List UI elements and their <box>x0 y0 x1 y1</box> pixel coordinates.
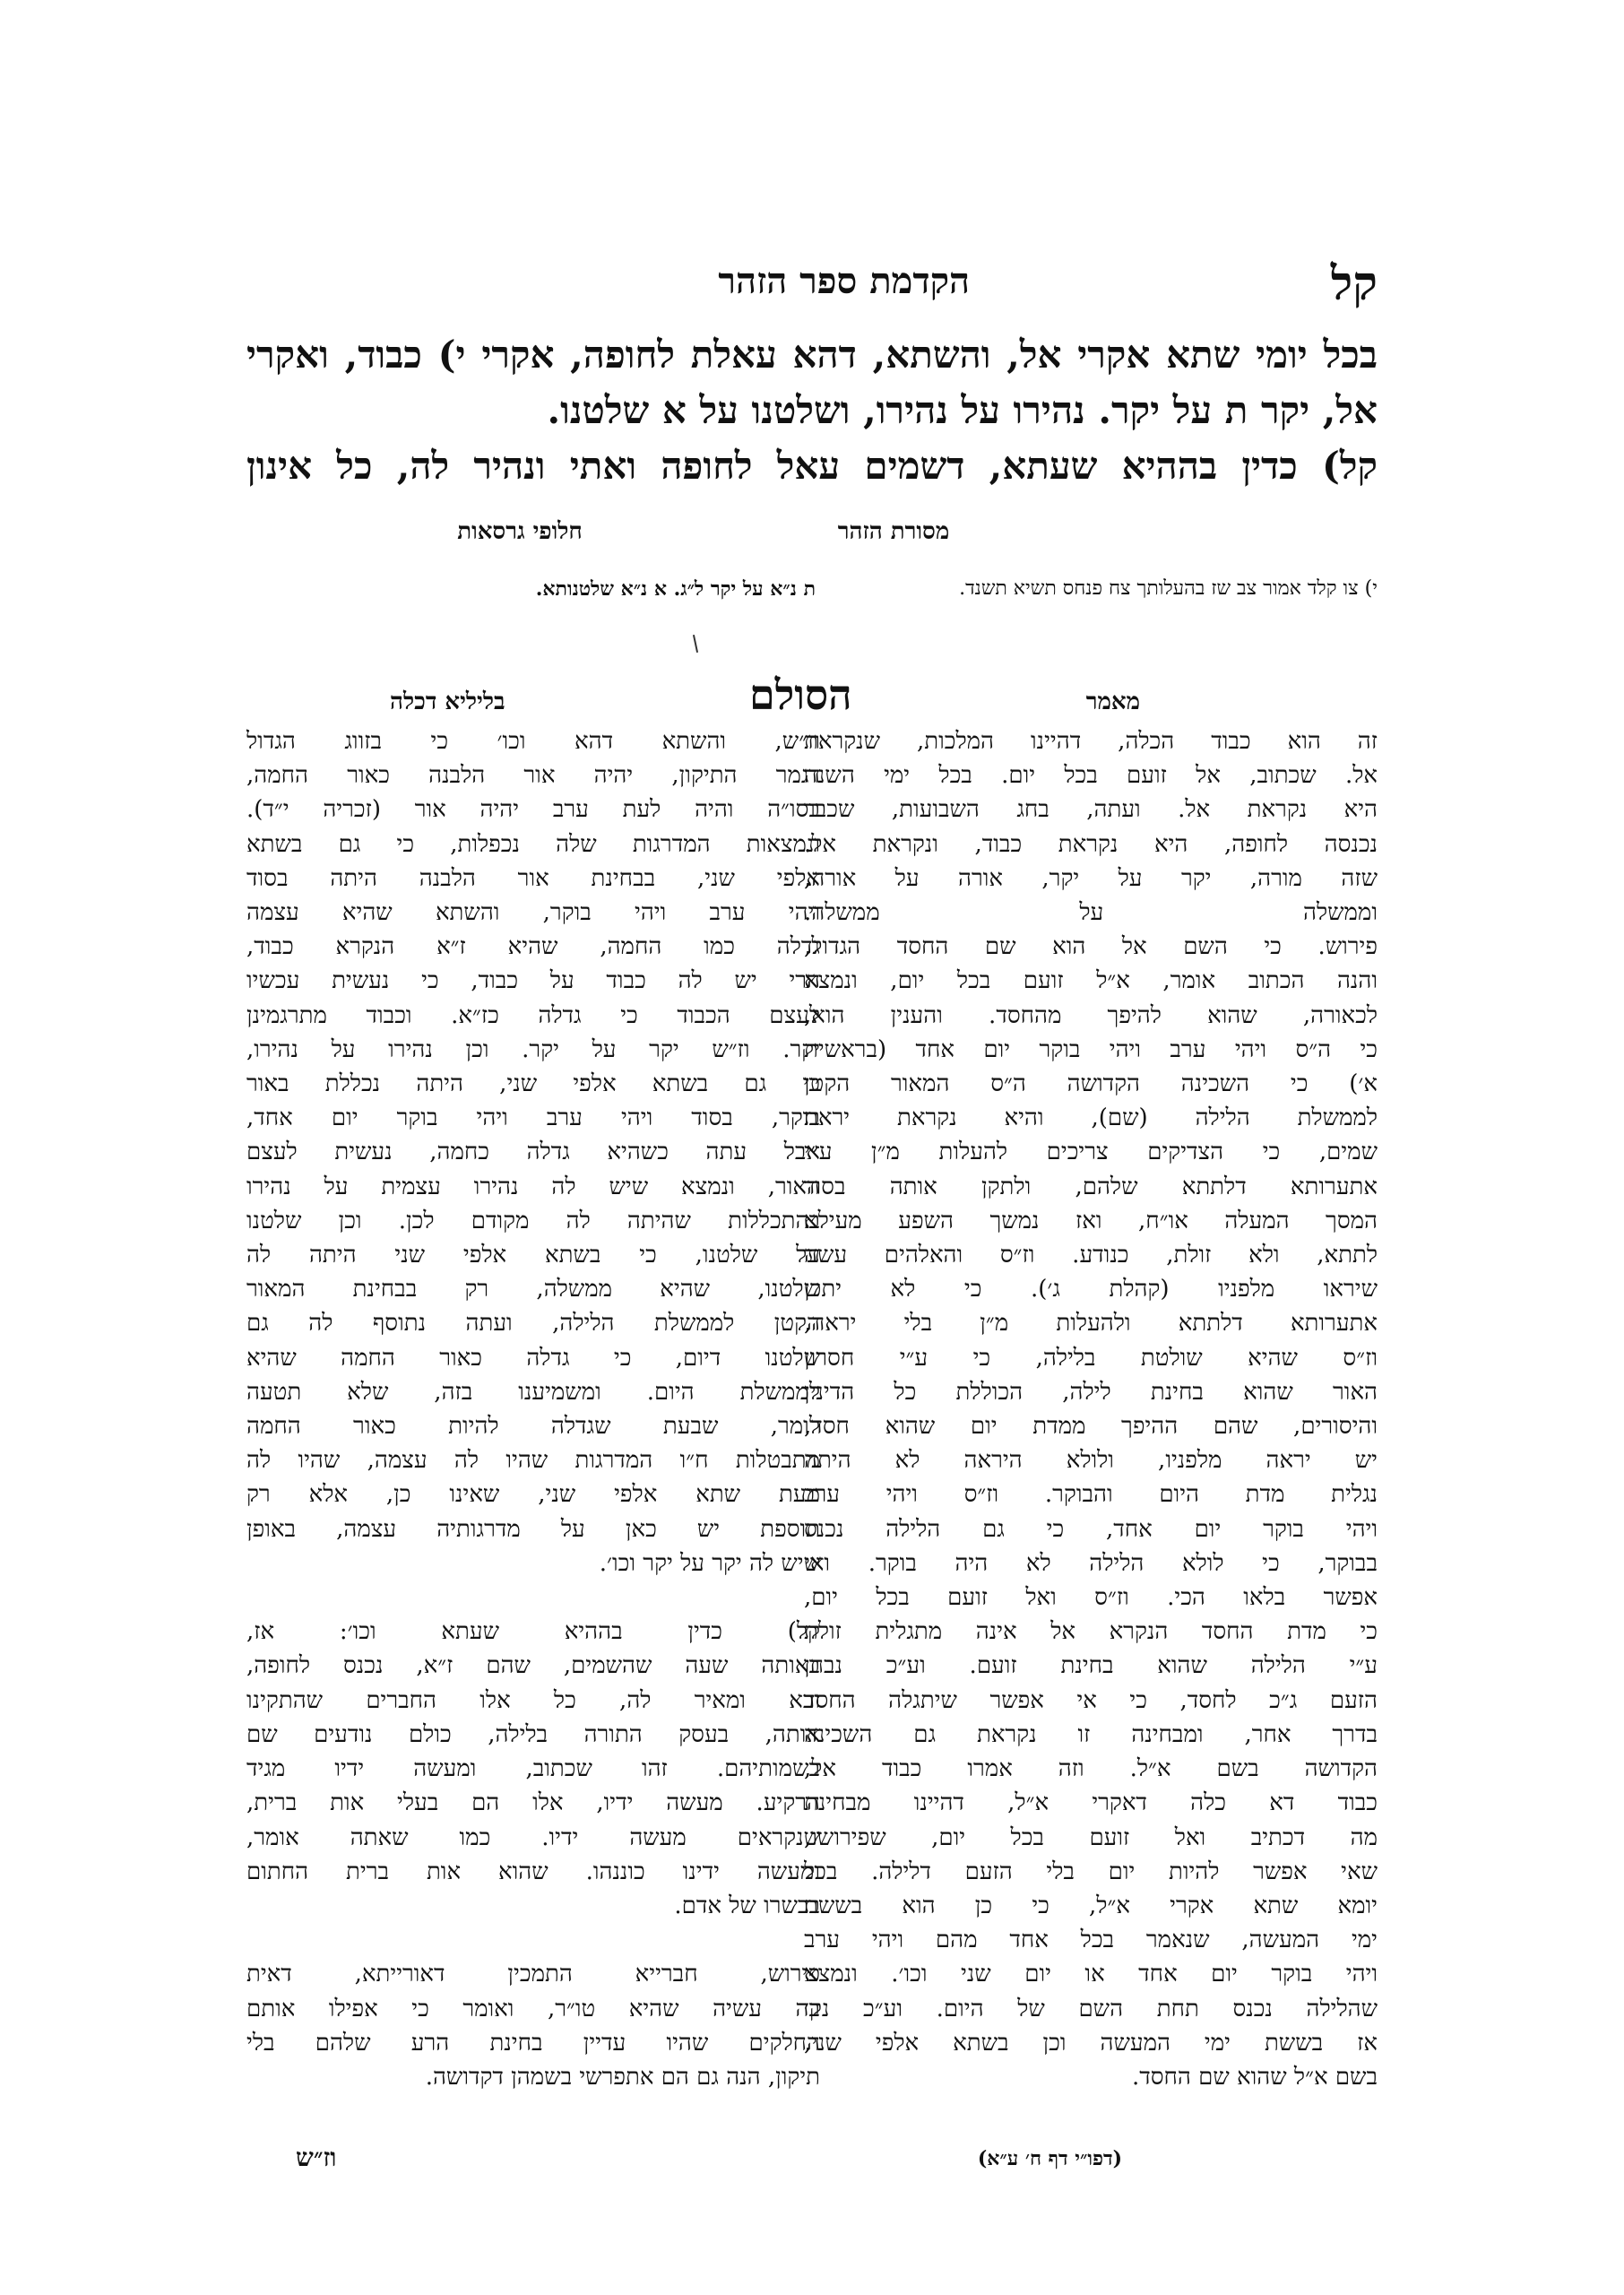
commentary-line: אתערותא דלתתא שלהם, ולתקן אותה בסוד <box>804 1173 1378 1200</box>
commentary-line: על שלטנו, כי בשתא אלפי שני היתה לה <box>246 1242 820 1269</box>
commentary-line: בבשרו של אדם. <box>674 1892 820 1919</box>
commentary-line: מה דכתיב ואל זועם בכל יום, שפירושו, <box>804 1823 1378 1851</box>
commentary-line: הרי יש לה כבוד על כבוד, כי נעשית עכשיו <box>246 967 820 995</box>
commentary-line: לעצם הכבוד כי גדלה כז״א. וכבוד מתרגמינן <box>246 1001 820 1029</box>
commentary-line: שאי אפשר להיות יום בלי הזעם דלילה. בכל <box>804 1858 1378 1885</box>
commentary-line: הקדושה בשם א״ל. וזה אמרו כבוד אל, <box>804 1755 1378 1783</box>
commentary-line: שלטנו, שהיא ממשלה, רק בבחינת המאור <box>246 1276 820 1303</box>
catchword: וז״ש <box>296 2143 337 2172</box>
commentary-line: פירוש. כי השם אל הוא שם החסד הגדול, <box>804 933 1378 961</box>
zohar-line: קל) כדין בההיא שעתא, דשמים עאל לחופה ואתי ונהיר לה, כל אינון <box>246 444 1378 488</box>
commentary-line: כבוד דא כלה דאקרי א״ל, דהיינו מבחינת <box>804 1789 1378 1817</box>
zohar-line: אל, יקר ת על יקר. נהירו על נהירו, ושלטנו על א שלטנו. <box>547 388 1378 432</box>
chilufei-girsaot-heading: חלופי גרסאות <box>457 518 583 545</box>
commentary-line: לומר, שבעת שגדלה להיות כאור החמה <box>246 1413 820 1441</box>
commentary-line: נכנסה לחופה, היא נקראת כבוד, ונקראת אל. <box>804 830 1378 858</box>
commentary-line: קל) כדין בההיא שעתא וכו׳: אז, <box>246 1618 820 1646</box>
commentary-line: ונמצאות המדרגות שלה נכפלות, כי גם בשתא <box>246 830 820 858</box>
commentary-line: שמים, כי הצדיקים צריכים להעלות מ״ן ע״י <box>804 1139 1378 1166</box>
sulam-commentary-left-column <box>246 724 820 2094</box>
commentary-line: בה עשיה שהיא טו״ר, ואומר כי אפילו אותם <box>246 1995 820 2022</box>
commentary-line: ויהי ערב ויהי בוקר, והשתא שהיא עצמה <box>246 899 820 927</box>
sulam-title: הסולם <box>749 671 852 719</box>
commentary-line: הקטן לממשלת הלילה, ועתה נתוסף לה גם <box>246 1310 820 1338</box>
commentary-line: יומא שתא אקרי א״ל, כי כן הוא בששת <box>804 1892 1378 1919</box>
commentary-line: בהתכללות שהיתה לה מקודם לכן. וכן שלטנו <box>246 1207 820 1234</box>
commentary-line: מעת שתא אלפי שני, שאינו כן, אלא רק <box>246 1481 820 1509</box>
commentary-line: לתתא, ולא זולת, כנודע. וז״ס והאלהים עשה <box>804 1242 1378 1269</box>
commentary-line: שלטנו דיום, כי גדלה כאור החמה שהיא <box>246 1344 820 1372</box>
commentary-line: וז״ש, והשתא דהא וכו׳ כי בזווג הגדול <box>246 728 820 755</box>
commentary-line: אתערותא דלתתא ולהעלות מ״ן בלי יראה, <box>804 1310 1378 1338</box>
commentary-line: אל. שכתוב, אל זועם בכל יום. בכל ימי השנה <box>804 762 1378 790</box>
commentary-line: יקר. וז״ש יקר על יקר. וכן נהירו על נהירו, <box>246 1035 820 1063</box>
commentary-line: שהלילה נכנס תחת השם של היום. וע״כ נק׳ <box>804 1995 1378 2022</box>
paragraph-spacer <box>246 1581 820 1615</box>
commentary-line: והנה הכתוב אומר, א״ל זועם בכל יום, ונמצא <box>804 967 1378 995</box>
commentary-line: ובא ומאיר לה, כל אלו החברים שהתקינו <box>246 1686 820 1714</box>
commentary-line: שיש לה יקר על יקר וכו׳. <box>599 1549 820 1577</box>
commentary-line: מתבטלות ח״ו המדרגות שהיו לה עצמה, שהיו לה <box>246 1447 820 1475</box>
commentary-line: גדלה כמו החמה, שהיא ז״א הנקרא כבוד, <box>246 933 820 961</box>
maamar-label: מאמר <box>1085 688 1140 715</box>
commentary-line: א׳) כי השכינה הקדושה ה״ס המאור הקטן <box>804 1070 1378 1098</box>
commentary-line: ויהי בוקר יום אחד או יום שני וכו׳. ונמצא <box>804 1961 1378 1988</box>
commentary-line: אפשר בלאו הכי. וז״ס ואל זועם בכל יום, <box>804 1584 1378 1612</box>
zohar-line: בכל יומי שתא אקרי אל, והשתא, דהא עאלת לחופה, אקרי י) כבוד, ואקרי <box>246 333 1378 377</box>
commentary-line: שנקראים מעשה ידיו. כמו שאתה אומר, <box>246 1823 820 1851</box>
commentary-line: כי ה״ס ויהי ערב ויהי בוקר יום אחד (בראשית <box>804 1035 1378 1063</box>
book-title: הקדמת ספר הזהר <box>718 260 970 302</box>
masoret-hazohar-heading: מסורת הזהר <box>837 518 950 545</box>
commentary-line: כי גם בשתא אלפי שני, היתה נכללת באור <box>246 1070 820 1098</box>
commentary-line: הזעם ג״כ לחסד, כי אי אפשר שיתגלה החסד <box>804 1686 1378 1714</box>
commentary-line: זה הוא כבוד הכלה, דהיינו המלכות, שנקראת <box>804 728 1378 755</box>
commentary-line: אלפי שני, בבחינת אור הלבנה היתה בסוד <box>246 864 820 892</box>
commentary-line: בבוקר, כי לולא הלילה לא היה בוקר. ואי <box>804 1549 1378 1577</box>
page-number: קל <box>1330 256 1378 311</box>
commentary-line: אבל עתה כשהיא גדלה כחמה, נעשית לעצם <box>246 1139 820 1166</box>
commentary-line: והיסורים, שהם ההיפך ממדת יום שהוא חסד, <box>804 1413 1378 1441</box>
commentary-line: וז״ס שהיא שולטת בלילה, כי ע״י חסרון <box>804 1344 1378 1372</box>
commentary-line: לכאורה, שהוא להיפך מהחסד. והענין הוא, <box>804 1001 1378 1029</box>
commentary-line: נגלית מדת היום והבוקר. וז״ס ויהי ערב <box>804 1481 1378 1509</box>
commentary-line: כי מדת החסד הנקרא אל אינה מתגלית זולת <box>804 1618 1378 1646</box>
commentary-line: אותה, בעסק התורה בלילה, כולם נודעים שם <box>246 1720 820 1748</box>
paragraph-spacer <box>246 1923 820 1957</box>
commentary-line: באותה שעה שהשמים, שהם ז״א, נכנס לחופה, <box>246 1652 820 1680</box>
stray-mark <box>693 635 698 653</box>
edition-page-reference: (דפו״י דף ח׳ ע״א) <box>977 2147 1122 2170</box>
maamar-name: בליליא דכלה <box>390 688 505 715</box>
masoret-hazohar-note: י) צו קלד אמור צב שז בהעלותך צח פנחס תשיא תשנד. <box>959 577 1378 600</box>
commentary-line: לממשלת הלילה (שם), והיא נקראת יראת <box>804 1104 1378 1132</box>
commentary-line: האור שהוא בחינת לילה, הכוללת כל הדינין <box>804 1378 1378 1406</box>
commentary-line: ומעשה ידינו כוננהו. שהוא אות ברית החתום <box>246 1858 820 1885</box>
commentary-line: יש יראה מלפניו, ולולא היראה לא היתה <box>804 1447 1378 1475</box>
chilufei-girsaot-note: ת נ״א על יקר ל״ג. א נ״א שלטנותא. <box>535 577 816 601</box>
commentary-line: בשם א״ל שהוא שם החסד. <box>1131 2063 1378 2091</box>
commentary-line: שיראו מלפניו (קהלת ג׳). כי לא יתכן <box>804 1276 1378 1303</box>
commentary-line: המסך המעלה או״ח, ואז נמשך השפע מעילא <box>804 1207 1378 1234</box>
commentary-line: ימי המעשה, שנאמר בכל אחד מהם ויהי ערב <box>804 1927 1378 1954</box>
commentary-line: ע״י הלילה שהוא בחינת זועם. וע״כ נבחן <box>804 1652 1378 1680</box>
commentary-line: לממשלת היום. ומשמיענו בזה, שלא תטעה <box>246 1378 820 1406</box>
commentary-line: היא נקראת אל. ועתה, בחג השבועות, שכבר <box>804 796 1378 824</box>
commentary-line: בוקר, בסוד ויהי ערב ויהי בוקר יום אחד, <box>246 1104 820 1132</box>
zohar-main-text <box>246 327 1378 494</box>
commentary-line: בסו״ה והיה לעת ערב יהיה אור (זכריה י״ד). <box>246 796 820 824</box>
commentary-line: אז בששת ימי המעשה וכן בשתא אלפי שני, <box>804 2029 1378 2057</box>
commentary-line: דגמר התיקון, יהיה אור הלבנה כאור החמה, <box>246 762 820 790</box>
commentary-line: ויהי בוקר יום אחד, כי גם הלילה נכנס <box>804 1515 1378 1543</box>
commentary-line: תוספת יש כאן על מדרגותיה עצמה, באופן <box>246 1515 820 1543</box>
commentary-line: החלקים שהיו עדיין בחינת הרע שלהם בלי <box>246 2029 820 2057</box>
commentary-line: שזה מורה, יקר על יקר, אורה על אורה, <box>804 864 1378 892</box>
commentary-line: האור, ונמצא שיש לה נהירו עצמית על נהירו <box>246 1173 820 1200</box>
commentary-line: הרקיע. מעשה ידיו, אלו הם בעלי אות ברית, <box>246 1789 820 1817</box>
commentary-line: תיקון, הנה גם הם אתפרשי בשמהן דקדושה. <box>425 2063 820 2091</box>
sulam-commentary-right-column <box>804 724 1378 2094</box>
commentary-line: בשמותיהם. זהו שכתוב, ומעשה ידיו מגיד <box>246 1755 820 1783</box>
commentary-line: וממשלה על ממשלה. <box>804 899 1378 927</box>
commentary-line: פירוש, חברייא התמכין דאורייתא, דאית <box>246 1961 820 1988</box>
commentary-line: בדרך אחר, ומבחינה זו נקראת גם השכינה <box>804 1720 1378 1748</box>
